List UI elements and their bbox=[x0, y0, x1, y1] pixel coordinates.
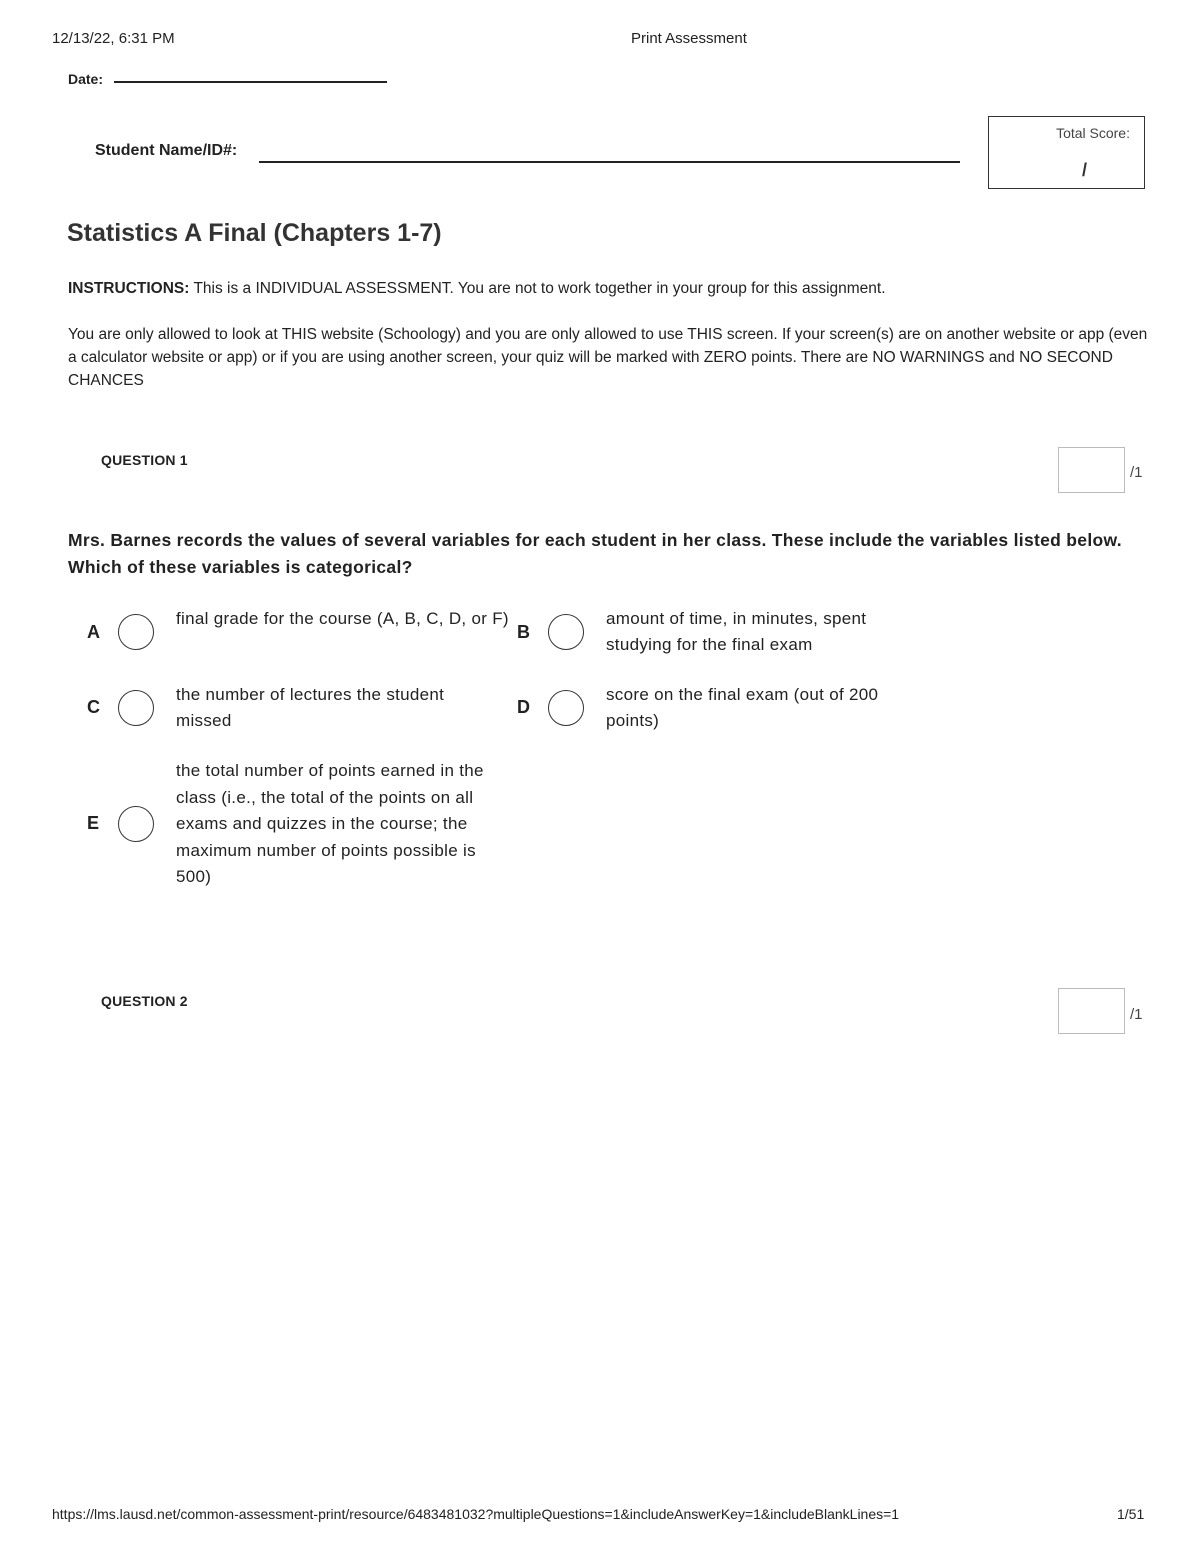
option-d-text: score on the final exam (out of 200 points) bbox=[606, 685, 879, 730]
question-1-points: /1 bbox=[1130, 464, 1143, 481]
question-2-score-input[interactable] bbox=[1058, 988, 1125, 1034]
instructions-label: INSTRUCTIONS: bbox=[68, 280, 190, 297]
option-c-text: the number of lectures the student missed bbox=[176, 685, 445, 730]
option-a-radio[interactable] bbox=[118, 614, 154, 650]
option-e-text: the total number of points earned in the class (i.e., the total of the points on all exams and quizzes in the course; the maximum number of points possible is 500) bbox=[176, 761, 484, 886]
student-name-blank-line bbox=[259, 161, 960, 163]
option-b-radio[interactable] bbox=[548, 614, 584, 650]
option-c-radio[interactable] bbox=[118, 690, 154, 726]
print-timestamp: 12/13/22, 6:31 PM bbox=[52, 30, 175, 47]
rules-paragraph: You are only allowed to look at THIS website (Schoology) and you are only allowed to use THIS screen. If your screen(s) are on another website or app (even a calculator website or app) or if you are using another screen, your quiz will be marked with ZERO points. There are NO WARNINGS and NO SECOND CHANCES bbox=[68, 326, 1148, 389]
total-score-box bbox=[988, 116, 1145, 189]
option-e-radio[interactable] bbox=[118, 806, 154, 842]
question-1-score-input[interactable] bbox=[1058, 447, 1125, 493]
print-page-number: 1/51 bbox=[1117, 1506, 1145, 1522]
student-name-label: Student Name/ID#: bbox=[95, 142, 238, 159]
option-d-letter: D bbox=[517, 697, 530, 717]
print-url: https://lms.lausd.net/common-assessment-print/resource/6483481032?multipleQuestions=1&includeAnswerKey=1&includeBlankLines=1 bbox=[52, 1506, 900, 1522]
option-b-text: amount of time, in minutes, spent studying for the final exam bbox=[606, 609, 867, 654]
total-score-label: Total Score: bbox=[1056, 125, 1130, 141]
date-blank-line bbox=[114, 81, 387, 83]
option-a-text: final grade for the course (A, B, C, D, or F) bbox=[176, 609, 509, 628]
instructions-text: This is a INDIVIDUAL ASSESSMENT. You are not to work together in your group for this assignment. bbox=[189, 280, 886, 297]
question-1-text: Mrs. Barnes records the values of several variables for each student in her class. These include the variables listed below. Which of these variables is categorical? bbox=[68, 530, 1122, 577]
assessment-title: Statistics A Final (Chapters 1-7) bbox=[67, 219, 442, 247]
question-1-label: QUESTION 1 bbox=[101, 452, 188, 468]
date-label: Date: bbox=[68, 71, 104, 87]
question-2-points: /1 bbox=[1130, 1006, 1143, 1023]
option-d-radio[interactable] bbox=[548, 690, 584, 726]
option-e-letter: E bbox=[87, 813, 100, 833]
option-c-letter: C bbox=[87, 697, 100, 717]
instructions bbox=[68, 277, 1158, 300]
question-2-label: QUESTION 2 bbox=[101, 993, 188, 1009]
total-score-slash: / bbox=[1082, 160, 1088, 180]
print-page-title: Print Assessment bbox=[631, 30, 747, 47]
option-b-letter: B bbox=[517, 622, 530, 642]
option-a-letter: A bbox=[87, 622, 100, 642]
